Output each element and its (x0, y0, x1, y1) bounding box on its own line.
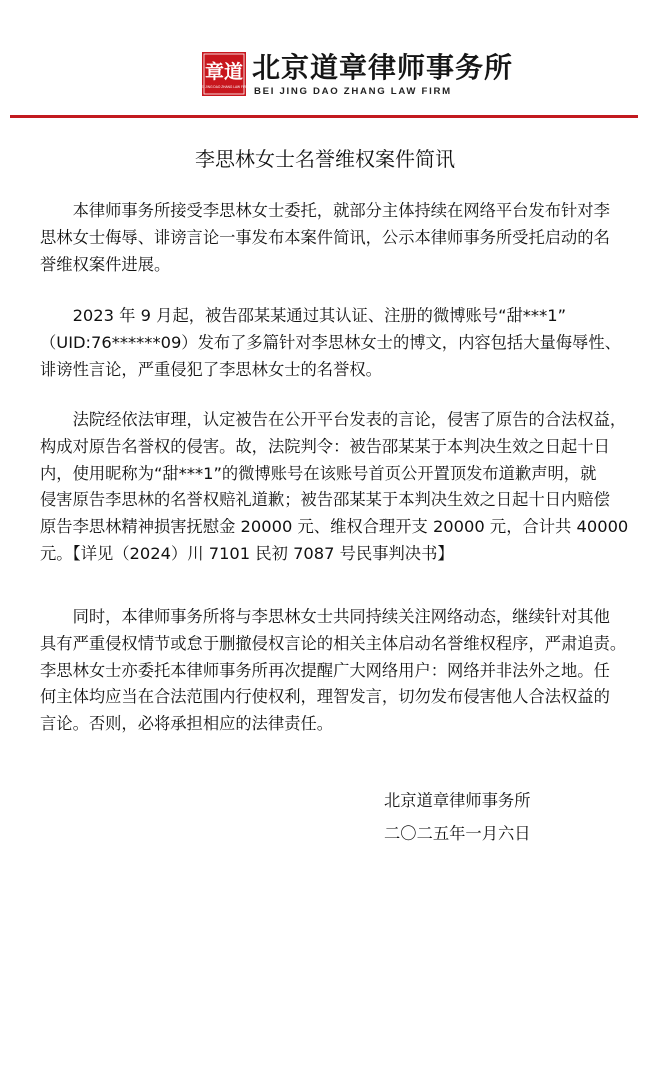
paragraph-background (40, 303, 620, 383)
paragraph-line: 元。【详见（2024）川 7101 民初 7087 号民事判决书】 (40, 543, 454, 563)
paragraph-line: 诽谤性言论，严重侵犯了李思林女士的名誉权。 (40, 359, 382, 379)
letterhead (0, 0, 650, 118)
paragraph-line: 侵害原告李思林的名誉权赔礼道歉；被告邵某某于本判决生效之日起十日内赔偿 (40, 490, 610, 510)
paragraph-line: 构成对原告名誉权的侵害。故，法院判令：被告邵某某于本判决生效之日起十日 (40, 436, 610, 456)
paragraph-line: 同时，本律师事务所将与李思林女士共同持续关注网络动态，继续针对其他 (40, 607, 610, 626)
firm-name-chinese: 北京道章律师事务所 (252, 51, 514, 84)
paragraph-line: 法院经依法审理，认定被告在公开平台发表的言论，侵害了原告的合法权益， (40, 410, 627, 429)
document-title: 李思林女士名誉维权案件简讯 (195, 147, 455, 171)
paragraph-statement (40, 604, 627, 738)
firm-seal-logo (199, 52, 249, 96)
paragraph-line: 原告李思林精神损害抚慰金 20000 元、维权合理开支 20000 元，合计共 40000 (40, 517, 629, 537)
paragraph-line: 何主体均应当在合法范围内行使权利，理智发言，切勿发布侵害他人合法权益的 (40, 687, 610, 707)
paragraph-line: 内，使用昵称为“甜***1”的微博账号在该账号首页公开置顶发布道歉声明，就 (40, 463, 597, 483)
signature-date: 二〇二五年一月六日 (384, 824, 531, 843)
paragraph-line: 具有严重侵权情节或怠于删撤侵权言论的相关主体启动名誉维权程序，严肃追责。 (40, 633, 627, 653)
paragraph-intro (40, 198, 620, 278)
signature-organization: 北京道章律师事务所 (384, 791, 531, 810)
paragraph-line: 2023 年 9 月起，被告邵某某通过其认证、注册的微博账号“甜***1” (40, 306, 567, 325)
paragraph-line: 李思林女士亦委托本律师事务所再次提醒广大网络用户：网络并非法外之地。任 (40, 660, 610, 680)
paragraph-line: （UID:76******09）发布了多篇针对李思林女士的博文，内容包括大量侮辱性、 (40, 332, 621, 352)
paragraph-line: 思林女士侮辱、诽谤言论一事发布本案件简讯，公示本律师事务所受托启动的名 (40, 227, 610, 247)
seal-subtext: BEI JING DAO ZHANG LAW FIRM (199, 85, 249, 89)
seal-text: 章道 (204, 61, 244, 83)
header-divider (10, 115, 638, 118)
paragraph-line: 誉维权案件进展。 (40, 254, 171, 274)
paragraph-line: 本律师事务所接受李思林女士委托，就部分主体持续在网络平台发布针对李 (40, 201, 610, 220)
paragraph-line: 言论。否则，必将承担相应的法律责任。 (40, 714, 334, 734)
paragraph-judgment (40, 407, 629, 568)
firm-name-english: BEI JING DAO ZHANG LAW FIRM (254, 86, 452, 97)
